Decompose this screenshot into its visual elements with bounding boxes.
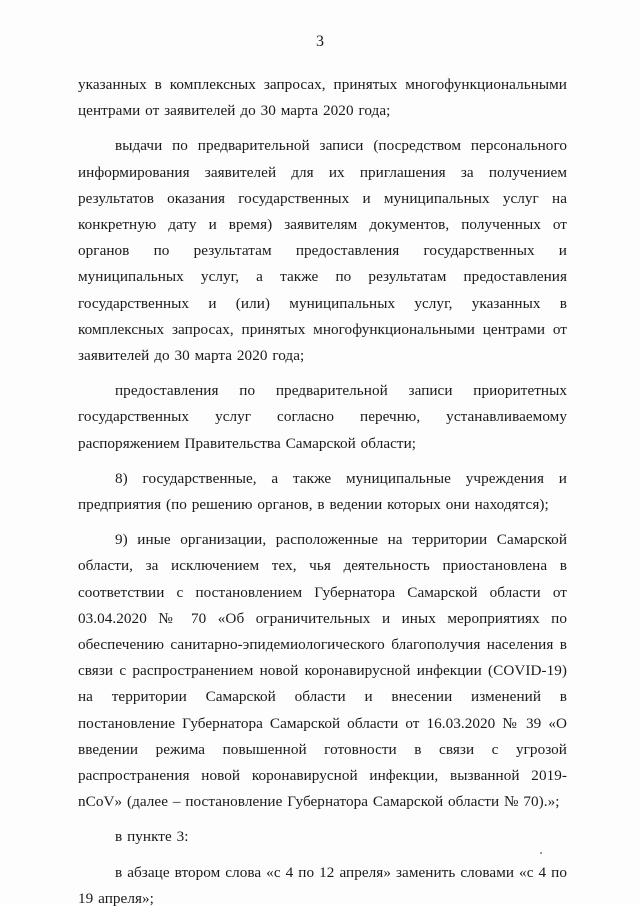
paragraph-point-3: в пункте 3: (115, 828, 189, 846)
scan-speck (540, 852, 542, 854)
paragraph-priority-services: предоставления по предварительной записи приоритетных государственных услуг согласно перечню, устанавливаемому распоряжением Правительства Самарской области; (78, 382, 567, 452)
page-number: 3 (316, 33, 324, 50)
paragraph-item-8: 8) государственные, а также муниципальные учреждения и предприятия (по решению органов, в ведении которых они находятся); (78, 469, 567, 514)
paragraph-item-9: 9) иные организации, расположенные на территории Самарской области, за исключением тех, чья деятельность приостановлена в соответствии с постановлением Губернатора Самарской области от 03.04.2020 № 70 «Об ограничительных и иных мероприятиях по обеспечению санитарно-эпидемиологического благополучия населения в связи с распространением новой коронавирусной инфекции (COVID-19) на территории Самарской области и внесении изменений в постановление Губернатора Самарской области от 16.03.2020 № 39 «О введении режима повышенной готовности в связи с угрозой распространения новой коронавирусной инфекции, вызванной 2019-nCoV» (далее – постановление Губернатора Самарской области № 70).»; (78, 531, 567, 811)
paragraph-amendment: в абзаце втором слова «с 4 по 12 апреля» заменить словами «с 4 по 19 апреля»; (78, 863, 567, 907)
document-body (78, 72, 567, 921)
paragraph-issuance-by-appointment: выдачи по предварительной записи (посредством персонального информирования заявителей для их приглашения за получением результатов оказания государственных и муниципальных услуг на конкретную дату и время) заявителям документов, полученных от органов по результатам предоставления государственных и муниципальных услуг, а также по результатам предоставления государственных и (или) муниципальных услуг, указанных в комплексных запросах, принятых многофункциональными центрами от заявителей до 30 марта 2020 года; (78, 137, 567, 365)
paragraph-continuation: указанных в комплексных запросах, принятых многофункциональными центрами от заявителей до 30 марта 2020 года; (78, 76, 567, 120)
